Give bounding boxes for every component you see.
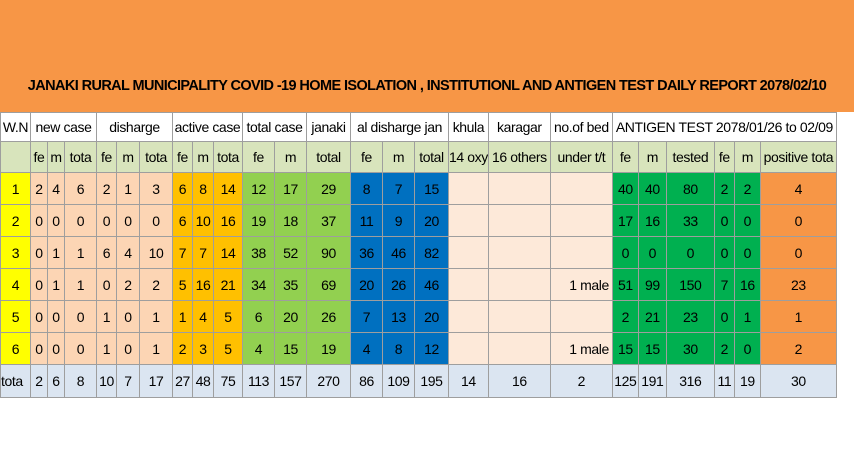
pos-fe-cell: 2 — [714, 173, 734, 205]
ag-m-cell: 40 — [638, 173, 666, 205]
header-discharge: disharge — [97, 113, 173, 142]
tdis-fe-cell: 11 — [351, 205, 383, 237]
ag-m-cell: 16 — [638, 205, 666, 237]
karagar-cell — [488, 333, 550, 365]
header-banner — [0, 0, 854, 112]
total-ag-tested: 316 — [666, 365, 714, 398]
act-total-cell: 21 — [214, 269, 243, 301]
tot-m-cell: 52 — [275, 237, 307, 269]
positive-total-cell: 0 — [760, 205, 836, 237]
total-tdis-fe: 86 — [351, 365, 383, 398]
ag-m-cell: 0 — [638, 237, 666, 269]
total-khula: 14 — [449, 365, 489, 398]
dis-m-cell: 0 — [117, 205, 140, 237]
ward-cell: 1 — [1, 173, 31, 205]
tdis-fe-cell: 20 — [351, 269, 383, 301]
act-total-cell: 5 — [214, 333, 243, 365]
khula-cell — [449, 205, 489, 237]
table-row — [1, 237, 837, 269]
total-ag-m: 191 — [638, 365, 666, 398]
header-karagar: karagar — [488, 113, 550, 142]
total-act-total: 75 — [214, 365, 243, 398]
dis-m-cell: 0 — [117, 301, 140, 333]
beds-cell — [550, 301, 612, 333]
total-positive: 30 — [760, 365, 836, 398]
table-row — [1, 269, 837, 301]
karagar-cell — [488, 237, 550, 269]
pos-m-cell: 16 — [734, 269, 760, 301]
header-beds: no.of bed — [550, 113, 612, 142]
pos-fe-cell: 7 — [714, 269, 734, 301]
act-fe-cell: 7 — [173, 237, 193, 269]
ag-fe-cell: 51 — [612, 269, 638, 301]
tdis-total-cell: 20 — [415, 301, 449, 333]
new-total-cell: 1 — [65, 237, 97, 269]
total-tot-fe: 113 — [243, 365, 275, 398]
act-m-cell: 16 — [193, 269, 214, 301]
act-total-cell: 14 — [214, 173, 243, 205]
ag-tested-cell: 80 — [666, 173, 714, 205]
total-beds: 2 — [550, 365, 612, 398]
sub-khula: 14 oxy — [449, 142, 489, 173]
tot-total-cell: 19 — [307, 333, 351, 365]
tdis-fe-cell: 4 — [351, 333, 383, 365]
pos-fe-cell: 0 — [714, 301, 734, 333]
tot-m-cell: 20 — [275, 301, 307, 333]
sub-new-total: tota — [65, 142, 97, 173]
total-pos-fe: 11 — [714, 365, 734, 398]
new-m-cell: 0 — [48, 205, 65, 237]
dis-fe-cell: 2 — [97, 173, 117, 205]
total-tdis-total: 195 — [415, 365, 449, 398]
ag-m-cell: 21 — [638, 301, 666, 333]
tot-m-cell: 17 — [275, 173, 307, 205]
sub-dis-fe: fe — [97, 142, 117, 173]
ag-fe-cell: 2 — [612, 301, 638, 333]
new-fe-cell: 0 — [31, 333, 48, 365]
act-total-cell: 5 — [214, 301, 243, 333]
sub-ag-tested: tested — [666, 142, 714, 173]
tot-m-cell: 15 — [275, 333, 307, 365]
new-total-cell: 1 — [65, 269, 97, 301]
act-m-cell: 7 — [193, 237, 214, 269]
new-m-cell: 1 — [48, 269, 65, 301]
tot-fe-cell: 38 — [243, 237, 275, 269]
dis-total-cell: 3 — [140, 173, 173, 205]
act-m-cell: 3 — [193, 333, 214, 365]
ag-tested-cell: 33 — [666, 205, 714, 237]
karagar-cell — [488, 301, 550, 333]
header-new-case: new case — [31, 113, 97, 142]
ag-tested-cell: 30 — [666, 333, 714, 365]
tdis-m-cell: 46 — [383, 237, 415, 269]
dis-m-cell: 2 — [117, 269, 140, 301]
sub-new-m: m — [48, 142, 65, 173]
beds-cell — [550, 205, 612, 237]
new-fe-cell: 0 — [31, 301, 48, 333]
tdis-m-cell: 9 — [383, 205, 415, 237]
ward-cell: 3 — [1, 237, 31, 269]
act-total-cell: 14 — [214, 237, 243, 269]
header-row-sub — [1, 142, 837, 173]
sub-tdis-fe: fe — [351, 142, 383, 173]
karagar-cell — [488, 269, 550, 301]
header-total-case: total case — [243, 113, 307, 142]
total-new-total: 8 — [65, 365, 97, 398]
ag-fe-cell: 0 — [612, 237, 638, 269]
new-total-cell: 0 — [65, 333, 97, 365]
new-fe-cell: 0 — [31, 269, 48, 301]
positive-total-cell: 23 — [760, 269, 836, 301]
sub-act-fe: fe — [173, 142, 193, 173]
tot-fe-cell: 34 — [243, 269, 275, 301]
sub-dis-total: tota — [140, 142, 173, 173]
act-m-cell: 10 — [193, 205, 214, 237]
new-m-cell: 0 — [48, 301, 65, 333]
sub-tdis-total: total — [415, 142, 449, 173]
total-dis-m: 7 — [117, 365, 140, 398]
ag-tested-cell: 0 — [666, 237, 714, 269]
pos-fe-cell: 0 — [714, 237, 734, 269]
dis-total-cell: 2 — [140, 269, 173, 301]
table-row — [1, 173, 837, 205]
act-fe-cell: 1 — [173, 301, 193, 333]
tdis-fe-cell: 8 — [351, 173, 383, 205]
tdis-m-cell: 8 — [383, 333, 415, 365]
dis-fe-cell: 0 — [97, 269, 117, 301]
dis-total-cell: 1 — [140, 301, 173, 333]
total-act-fe: 27 — [173, 365, 193, 398]
pos-fe-cell: 2 — [714, 333, 734, 365]
dis-fe-cell: 0 — [97, 205, 117, 237]
header-khula: khula — [449, 113, 489, 142]
act-m-cell: 8 — [193, 173, 214, 205]
new-m-cell: 0 — [48, 333, 65, 365]
positive-total-cell: 4 — [760, 173, 836, 205]
sub-tot-m: m — [275, 142, 307, 173]
ag-tested-cell: 150 — [666, 269, 714, 301]
tot-fe-cell: 4 — [243, 333, 275, 365]
ag-tested-cell: 23 — [666, 301, 714, 333]
sub-new-fe: fe — [31, 142, 48, 173]
ward-cell: 2 — [1, 205, 31, 237]
ward-cell: 4 — [1, 269, 31, 301]
act-fe-cell: 2 — [173, 333, 193, 365]
total-tot-total: 270 — [307, 365, 351, 398]
ward-cell: 5 — [1, 301, 31, 333]
ag-fe-cell: 15 — [612, 333, 638, 365]
sub-tot-fe: fe — [243, 142, 275, 173]
new-m-cell: 4 — [48, 173, 65, 205]
sub-pos-m: m — [734, 142, 760, 173]
total-tdis-m: 109 — [383, 365, 415, 398]
sub-ag-fe: fe — [612, 142, 638, 173]
new-total-cell: 0 — [65, 301, 97, 333]
ag-m-cell: 99 — [638, 269, 666, 301]
tot-total-cell: 37 — [307, 205, 351, 237]
sub-pos-fe: fe — [714, 142, 734, 173]
dis-m-cell: 1 — [117, 173, 140, 205]
ag-fe-cell: 17 — [612, 205, 638, 237]
sub-ag-m: m — [638, 142, 666, 173]
act-fe-cell: 6 — [173, 205, 193, 237]
table-row — [1, 301, 837, 333]
header-row-top — [1, 113, 837, 142]
new-fe-cell: 0 — [31, 237, 48, 269]
tot-total-cell: 69 — [307, 269, 351, 301]
tdis-total-cell: 12 — [415, 333, 449, 365]
tdis-fe-cell: 36 — [351, 237, 383, 269]
khula-cell — [449, 269, 489, 301]
act-fe-cell: 5 — [173, 269, 193, 301]
tot-total-cell: 29 — [307, 173, 351, 205]
tot-total-cell: 90 — [307, 237, 351, 269]
dis-m-cell: 4 — [117, 237, 140, 269]
totals-label: tota — [1, 365, 31, 398]
tdis-m-cell: 13 — [383, 301, 415, 333]
dis-fe-cell: 6 — [97, 237, 117, 269]
new-total-cell: 6 — [65, 173, 97, 205]
table-row — [1, 205, 837, 237]
pos-m-cell: 0 — [734, 205, 760, 237]
tot-fe-cell: 6 — [243, 301, 275, 333]
pos-m-cell: 2 — [734, 173, 760, 205]
totals-row — [1, 365, 837, 398]
tot-fe-cell: 19 — [243, 205, 275, 237]
tdis-total-cell: 46 — [415, 269, 449, 301]
total-act-m: 48 — [193, 365, 214, 398]
ag-fe-cell: 40 — [612, 173, 638, 205]
total-pos-m: 19 — [734, 365, 760, 398]
new-fe-cell: 0 — [31, 205, 48, 237]
act-total-cell: 16 — [214, 205, 243, 237]
sub-tot-total: total — [307, 142, 351, 173]
pos-m-cell: 0 — [734, 237, 760, 269]
header-active-case: active case — [173, 113, 243, 142]
dis-m-cell: 0 — [117, 333, 140, 365]
total-tot-m: 157 — [275, 365, 307, 398]
header-ward: W.N — [1, 113, 31, 142]
tdis-total-cell: 15 — [415, 173, 449, 205]
act-fe-cell: 6 — [173, 173, 193, 205]
ward-cell: 6 — [1, 333, 31, 365]
total-karagar: 16 — [488, 365, 550, 398]
tot-fe-cell: 12 — [243, 173, 275, 205]
positive-total-cell: 1 — [760, 301, 836, 333]
ag-m-cell: 15 — [638, 333, 666, 365]
tdis-fe-cell: 7 — [351, 301, 383, 333]
table-row — [1, 333, 837, 365]
sub-tdis-m: m — [383, 142, 415, 173]
beds-cell — [550, 237, 612, 269]
pos-m-cell: 1 — [734, 301, 760, 333]
new-m-cell: 1 — [48, 237, 65, 269]
sub-act-total: tota — [214, 142, 243, 173]
khula-cell — [449, 301, 489, 333]
sub-act-m: m — [193, 142, 214, 173]
dis-total-cell: 10 — [140, 237, 173, 269]
dis-fe-cell: 1 — [97, 301, 117, 333]
total-ag-fe: 125 — [612, 365, 638, 398]
sub-positive-total: positive tota — [760, 142, 836, 173]
pos-fe-cell: 0 — [714, 205, 734, 237]
report-table — [0, 112, 837, 398]
beds-cell: 1 male — [550, 269, 612, 301]
positive-total-cell: 0 — [760, 237, 836, 269]
karagar-cell — [488, 173, 550, 205]
karagar-cell — [488, 205, 550, 237]
total-dis-total: 17 — [140, 365, 173, 398]
total-new-fe: 2 — [31, 365, 48, 398]
pos-m-cell: 0 — [734, 333, 760, 365]
total-dis-fe: 10 — [97, 365, 117, 398]
report-title: JANAKI RURAL MUNICIPALITY COVID -19 HOME ISOLATION , INSTITUTIONL AND ANTIGEN TEST DAILY REPORT 2078/02/10 — [27, 78, 827, 94]
tot-m-cell: 35 — [275, 269, 307, 301]
header-janaki: janaki — [307, 113, 351, 142]
khula-cell — [449, 237, 489, 269]
tdis-m-cell: 26 — [383, 269, 415, 301]
sub-beds: under t/t — [550, 142, 612, 173]
khula-cell — [449, 173, 489, 205]
beds-cell: 1 male — [550, 333, 612, 365]
act-m-cell: 4 — [193, 301, 214, 333]
khula-cell — [449, 333, 489, 365]
new-total-cell: 0 — [65, 205, 97, 237]
tdis-total-cell: 82 — [415, 237, 449, 269]
dis-total-cell: 1 — [140, 333, 173, 365]
dis-total-cell: 0 — [140, 205, 173, 237]
tdis-m-cell: 7 — [383, 173, 415, 205]
beds-cell — [550, 173, 612, 205]
header-antigen: ANTIGEN TEST 2078/01/26 to 02/09 — [612, 113, 836, 142]
tot-total-cell: 26 — [307, 301, 351, 333]
total-new-m: 6 — [48, 365, 65, 398]
dis-fe-cell: 1 — [97, 333, 117, 365]
sub-karagar: 16 others — [488, 142, 550, 173]
header-total-discharge: al disharge jan — [351, 113, 449, 142]
tdis-total-cell: 20 — [415, 205, 449, 237]
tot-m-cell: 18 — [275, 205, 307, 237]
positive-total-cell: 2 — [760, 333, 836, 365]
sub-dis-m: m — [117, 142, 140, 173]
sub-ward — [1, 142, 31, 173]
new-fe-cell: 2 — [31, 173, 48, 205]
